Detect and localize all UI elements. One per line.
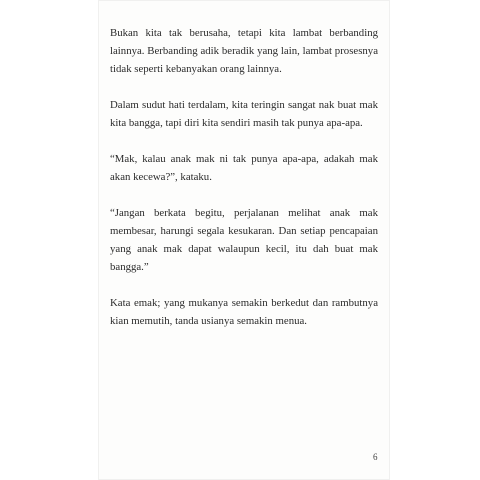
- paragraph-3: “Mak, kalau anak mak ni tak punya apa-apa, adakah mak akan kecewa?”, kataku.: [110, 153, 378, 183]
- paragraph-4: “Jangan berkata begitu, perjalanan melihat anak mak membesar, harungi segala kesukaran. Dan setiap pencapaian yang anak mak dapat walaupun kecil, itu dah buat mak bangga.”: [110, 207, 378, 273]
- paragraph-2: Dalam sudut hati terdalam, kita teringin sangat nak buat mak kita bangga, tapi diri kita sendiri masih tak punya apa-apa.: [110, 99, 378, 129]
- paragraph-1: Bukan kita tak berusaha, tetapi kita lambat berbanding lainnya. Berbanding adik beradik yang lain, lambat prosesnya tidak seperti kebanyakan orang lainnya.: [110, 27, 378, 75]
- body-text: [110, 24, 378, 348]
- paragraph-5: Kata emak; yang mukanya semakin berkedut dan rambutnya kian memutih, tanda usianya semakin menua.: [110, 297, 378, 327]
- page-number: 6: [373, 452, 378, 462]
